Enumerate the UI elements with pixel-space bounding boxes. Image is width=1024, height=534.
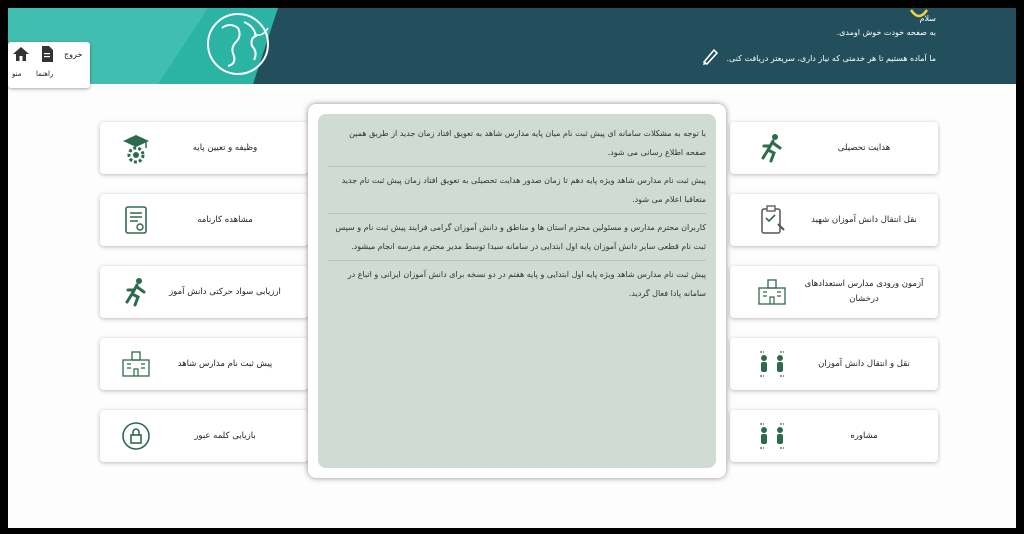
header-banner xyxy=(8,8,1016,84)
counseling-icon xyxy=(756,420,788,452)
transfer-icon xyxy=(756,348,788,380)
notice-item: کاربران محترم مدارس و مسئولین محترم استان ها و مناطق و دانش آموزان گرامی فرایند پیش ثبت نام و سپس ثبت نام قطعی سایر دانش آموزان پایه اول ابتدایی در سامانه سیدا توسط مدیر محترم مدرسه انجام میشود. xyxy=(328,214,706,261)
guide-link[interactable]: راهنما xyxy=(36,70,54,78)
menu-link[interactable]: منو xyxy=(12,70,22,78)
card-counseling[interactable] xyxy=(730,410,938,462)
notice-item: پیش ثبت نام مدارس شاهد ویژه پایه اول ابتدایی و پایه هفتم در دو نسخه برای دانش آموزان ایرانی و اتباع در سامانه پادا فعال گردید. xyxy=(347,270,706,298)
card-label: نقل انتقال دانش آموزان شهید xyxy=(811,214,917,225)
card-label: مشاوره xyxy=(850,430,878,441)
school-building-icon xyxy=(120,348,152,380)
greeting-help-text: ما آماده هستیم تا هر خدمتی که نیاز داری، سریعتر دریافت کنی. xyxy=(726,54,936,63)
card-motor-literacy[interactable] xyxy=(100,266,308,318)
globe-logo-icon xyxy=(204,10,274,78)
report-card-icon xyxy=(120,204,152,236)
card-label: بازیابی کلمه عبور xyxy=(194,430,256,441)
card-label: پیش ثبت نام مدارس شاهد xyxy=(177,358,273,369)
card-shahed-preregistration[interactable] xyxy=(100,338,308,390)
notice-item: پیش ثبت نام مدارس شاهد ویژه پایه دهم تا زمان صدور هدایت تحصیلی به تعویق افتاد زمان پیش ثبت نام جدید متعاقبا اعلام می شود. xyxy=(328,167,706,214)
document-icon[interactable] xyxy=(41,46,53,62)
lock-icon xyxy=(120,420,152,452)
home-icon[interactable] xyxy=(12,46,30,62)
card-gifted-entrance-exam[interactable] xyxy=(730,266,938,318)
user-toolbar xyxy=(8,42,90,88)
announcements-panel[interactable] xyxy=(318,114,716,468)
card-label: وظیفه و تعیین پایه xyxy=(192,142,258,153)
running-person-icon xyxy=(756,132,788,164)
card-label: آزمون ورودی مدارس استعدادهای درخشان xyxy=(804,279,924,304)
card-grade-assignment[interactable] xyxy=(100,122,308,174)
card-password-recovery[interactable] xyxy=(100,410,308,462)
card-label: مشاهده کارنامه xyxy=(197,214,253,225)
announcements-frame xyxy=(308,104,726,478)
card-academic-guidance[interactable] xyxy=(730,122,938,174)
clipboard-icon xyxy=(756,204,788,236)
card-report-card[interactable] xyxy=(100,194,308,246)
running-student-icon xyxy=(120,276,152,308)
card-label: ارزیابی سواد حرکتی دانش آموز xyxy=(169,286,281,297)
greeting-welcome: به صفحه خودت خوش اومدی. xyxy=(836,28,936,37)
card-martyr-transfer[interactable] xyxy=(730,194,938,246)
exit-link[interactable]: خروج xyxy=(64,50,83,59)
card-label: هدایت تحصیلی xyxy=(837,142,891,153)
building-icon xyxy=(756,276,788,308)
pen-icon xyxy=(700,46,720,66)
card-label: نقل و انتقال دانش آموزان xyxy=(818,358,910,369)
notice-item: با توجه به مشکلات سامانه ای پیش ثبت نام میان پایه مدارس شاهد به تعویق افتاد زمان جدید از طریق همین صفحه اطلاع رسانی می شود. xyxy=(328,120,706,167)
greeting-title: سلام xyxy=(919,14,936,23)
app-screen xyxy=(8,8,1016,528)
card-student-transfer[interactable] xyxy=(730,338,938,390)
graduation-gear-icon xyxy=(120,132,152,164)
